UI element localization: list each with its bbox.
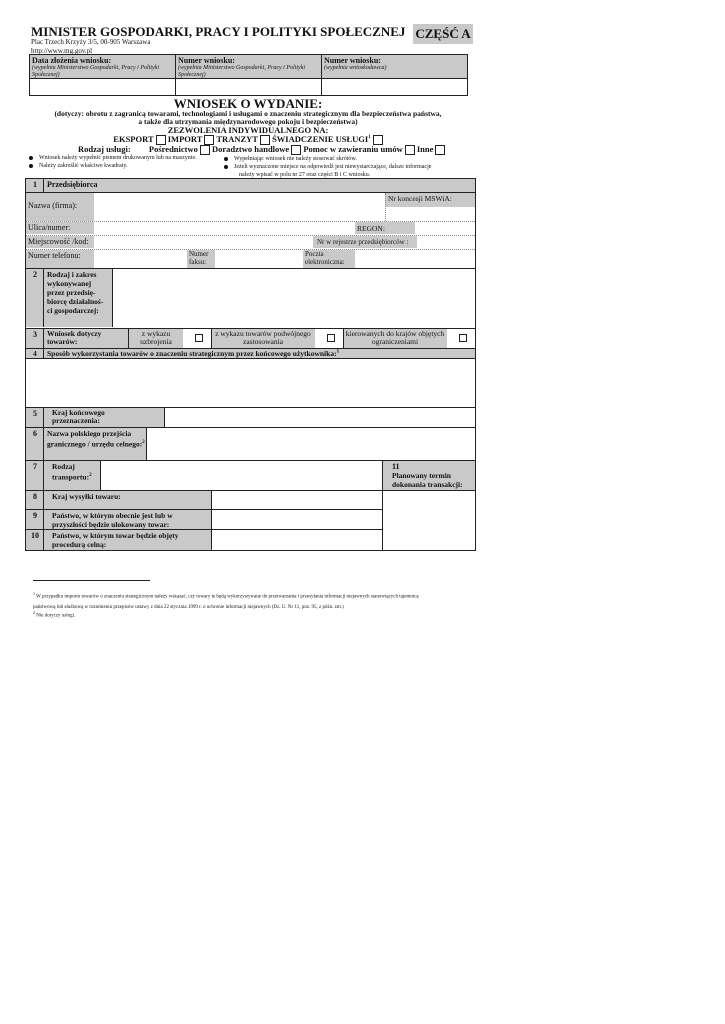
ministry-url[interactable]: http://www.mg.gov.pl [31,47,93,55]
phone-label: Numer telefonu: [28,251,81,260]
section7-label [52,462,98,482]
instruction-right-1: Wypełniając wniosek nie należy stosować skrótów. [234,156,357,162]
section4-label [47,349,339,358]
footnote-2-text: Nie dotyczy usługi. [36,613,76,619]
bullet-icon [224,157,228,161]
location-country-input[interactable] [212,510,382,529]
footnote-2 [33,610,75,619]
footnote-1-line-1: W przypadku importu towarów o znaczeniu strategicznym należy wskazać, czy towary te będą wykorzystywane do przetwarzania i przesyłania informacji niejawnych stanowiących tajemnicę [36,594,419,600]
service-opt3-checkbox[interactable] [405,145,415,155]
section3-num: 3 [33,330,37,339]
transport-input[interactable] [101,461,382,490]
street-label: Ulica/numer: [28,223,71,232]
instruction-right-3: należy wpisać w polu nr 27 oraz części B i C wniosku. [239,172,371,178]
street-input[interactable] [95,222,355,234]
city-input[interactable] [95,236,313,248]
services-label: ŚWIADCZENIE USŁUGI [272,134,369,144]
section2-label: Rodzaj i zakres wykonywanej przez przedsię- biorcę działalnoś- ci gospodarczej: [47,270,104,315]
number-box-title: Numer wniosku: [178,56,235,65]
section3-opt3-checkbox[interactable] [459,334,467,342]
import-label: IMPORT [167,134,203,144]
email-input[interactable] [356,250,475,268]
instructions-right [224,155,431,179]
border-crossing-input[interactable] [147,428,475,460]
regon-label: REGON: [357,224,385,233]
section5-label: Kraj końcowego przeznaczenia: [52,408,105,425]
services-footnote-ref: 1 [368,135,371,141]
section2-num: 2 [33,270,37,279]
license-label: Nr koncesji MSWiA: [388,194,452,203]
service-opt1-checkbox[interactable] [200,145,210,155]
section10-label: Państwo, w którym towar będzie objęty procedurą celną: [52,531,179,549]
section3-opt1-label: z wykazu uzbrojenia [140,329,172,346]
section7-num: 7 [33,462,37,471]
section3-opt1-checkbox[interactable] [195,334,203,342]
section7-footnote-ref: 2 [89,473,92,478]
section3-opt2-checkbox[interactable] [327,334,335,342]
service-opt2-checkbox[interactable] [291,145,301,155]
email-label: Poczta elektroniczna: [305,250,345,266]
section6-num: 6 [33,429,37,438]
section7-label-text: Rodzaj transportu: [52,462,90,482]
date-box-header [30,55,175,78]
business-activity-input[interactable] [113,269,475,327]
section10-num: 10 [31,531,39,540]
service-type-label: Rodzaj usługi: [78,144,131,154]
section4-label-text: Sposób wykorzystania towarów o znaczeniu strategicznym przez końcowego użytkownika: [47,349,337,358]
footnote-separator [33,580,150,581]
section11-label: Planowany termin dokonania transakcji: [392,471,463,489]
number-input[interactable] [176,79,321,95]
section3-label: Wniosek dotyczy towarów: [47,329,102,346]
footnote-2-marker: 2 [33,610,35,615]
section9-num: 9 [33,511,37,520]
number-box-header [176,55,321,78]
footnote-1-marker: 1 [33,591,35,596]
form-subtitle-1: (dotyczy: obrotu z zagranicą towarami, technologiami i usługami o znaczeniu strategicznym dla bezpieczeństwa państwa, [54,109,442,118]
service-opt4-label: Inne [416,144,434,154]
footnote-1-line-2: państwową lub służbową w rozumieniu przepisów ustawy z dnia 22 stycznia 1999 r. o ochronie informacji niejawnych (Dz. U. Nr 11, poz. 95, z późn. zm.) [33,604,344,610]
transaction-date-input[interactable] [383,491,475,550]
instruction-right-2: Jeżeli wyznaczone miejsce na odpowiedź jest niewystarczające, dalsze informacje [234,164,432,170]
transit-label: TRANZYT [216,134,258,144]
permit-heading: ZEZWOLENIA INDYWIDUALNEGO NA: [167,125,329,135]
applicant-number-input[interactable] [322,79,467,95]
section8-num: 8 [33,492,37,501]
section6-footnote-ref: 2 [142,440,145,445]
section1-title: Przedsiębiorca [47,180,98,189]
service-opt3-label: Pomoc w zawieraniu umów [303,144,403,154]
end-use-input[interactable] [26,359,475,407]
dispatch-country-input[interactable] [212,491,382,509]
service-opt4-checkbox[interactable] [435,145,445,155]
fax-label: Numer faksu: [189,250,209,266]
ministry-title: MINISTER GOSPODARKI, PRACY I POLITYKI SPOŁECZNEJ [31,24,406,39]
license-input[interactable] [385,208,475,221]
form-subtitle-2: a także dla utrzymania międzynarodowego pokoju i bezpieczeństwa) [138,117,358,126]
section9-label: Państwo, w którym obecnie jest lub w przyszłości będzie ulokowany towar: [52,511,173,529]
date-box-title: Data złożenia wniosku: [32,56,112,65]
registry-label: Nr w rejestrze przedsiębiorców : [317,238,409,246]
destination-country-input[interactable] [165,408,475,427]
name-input[interactable] [95,193,385,221]
footnote-1 [33,589,473,613]
section3-opt2-label: z wykazu towarów podwójnego zastosowania [215,329,311,346]
bullet-icon [224,165,228,169]
section4-num: 4 [33,349,37,358]
form-title: WNIOSEK O WYDANIE: [173,96,323,111]
instructions-left [29,154,197,170]
applicant-number-title: Numer wniosku: [324,56,381,65]
registry-input[interactable] [418,236,475,248]
export-label: EKSPORT [113,134,154,144]
regon-input[interactable] [416,222,475,234]
service-opt1-label: Pośrednictwo [148,144,198,154]
date-box-note: (wypełnia Ministerstwo Gospodarki, Pracy i Polityki Społecznej) [32,65,159,78]
bullet-icon [29,156,33,160]
date-input[interactable] [30,79,175,95]
name-label: Nazwa (firma): [28,201,78,210]
section11-num: 11 [392,462,400,471]
section8-label: Kraj wysyłki towaru: [52,492,121,501]
section5-num: 5 [33,409,37,418]
part-badge [413,24,473,44]
ministry-address: Plac Trzech Krzyży 3/5, 00-905 Warszawa [31,38,151,46]
fax-input[interactable] [216,250,302,268]
service-opt2-label: Doradztwo handlowe [212,144,290,154]
instruction-left-2: Należy zakreślić właściwe kwadraty. [39,163,128,169]
part-label: CZĘŚĆ A [415,26,471,41]
number-box-note: (wypełnia Ministerstwo Gospodarki, Pracy i Polityki Społecznej) [178,65,305,78]
section3-opt3-label: kierowanych do krajów objętych ograniczeniami [345,329,445,346]
customs-country-input[interactable] [212,530,382,550]
section6-label [47,429,145,449]
section4-footnote-ref: 1 [336,349,340,355]
section6-label-text: Nazwa polskiego przejścia granicznego / urzędu celnego: [47,429,143,449]
applicant-number-note: (wypełnia wnioskodawca) [324,65,387,71]
section1-num: 1 [33,180,37,189]
instruction-left-1: Wniosek należy wypełnić pismem drukowanym lub na maszynie. [39,155,197,161]
phone-input[interactable] [95,250,186,268]
bullet-icon [29,164,33,168]
applicant-number-header [322,55,467,78]
city-label: Miejscowość /kod: [28,237,89,246]
